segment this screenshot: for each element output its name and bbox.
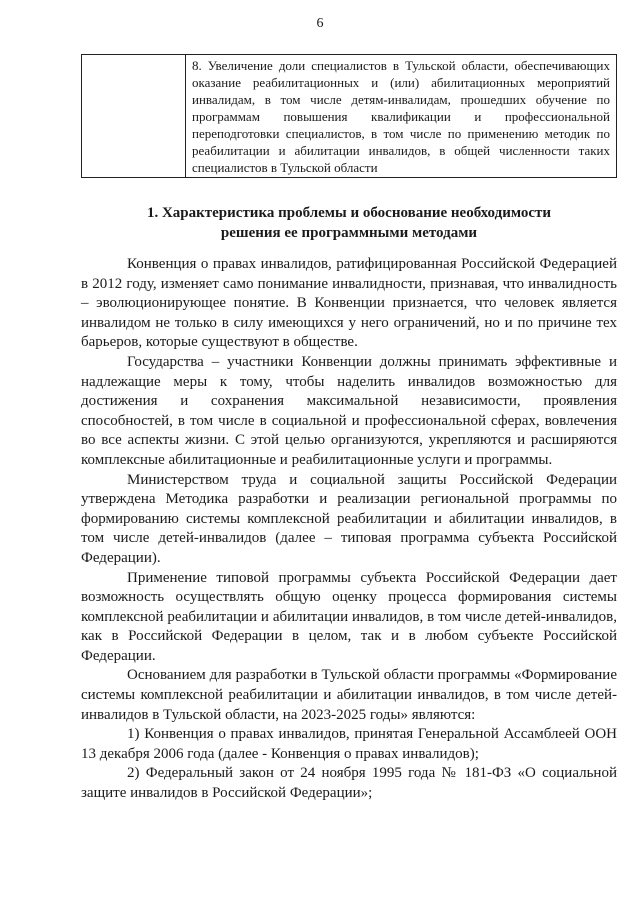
paragraph-list-item-2: 2) Федеральный закон от 24 ноября 1995 года № 181-ФЗ «О социальной защите инвалидов в Российской Федерации»; xyxy=(81,765,617,802)
section-heading-line-2: решения ее программными методами xyxy=(220,225,478,241)
paragraph-grounds: Основанием для разработки в Тульской области программы «Формирование системы комплексной реабилитации и абилитации инвалидов, в том числе детей-инвалидов в Тульской области, на 2023-2025 годы» являются: xyxy=(81,667,617,723)
paragraph-typical-program: Применение типовой программы субъекта Российской Федерации дает возможность осуществлять общую оценку процесса формирования системы комплексной реабилитации и абилитации инвалидов, в том числе детей-инвалидов, как в Российской Федерации в целом, так и в любом субъекте Российской Федерации. xyxy=(81,569,617,664)
indicator-text-cell: 8. Увеличение доли специалистов в Тульской области, обеспечивающих оказание реабилитационных и (или) абилитационных мероприятий инвалидам, в том числе детям-инвалидам, прошедших обучение по программам повышения квалификации и профессиональной переподготовки специалистов, в том числе по применению методик по реабилитации и абилитации инвалидов, в общей численности таких специалистов в Тульской области xyxy=(186,55,617,178)
page-number: 6 xyxy=(316,16,324,31)
body-text xyxy=(81,255,617,804)
section-heading xyxy=(81,203,617,243)
table-cell-empty xyxy=(82,55,186,178)
section-heading-line-1: 1. Характеристика проблемы и обоснование необходимости xyxy=(146,205,552,221)
paragraph-ministry-methodology: Министерством труда и социальной защиты Российской Федерации утверждена Методика разработки и реализации региональной программы по формированию системы комплексной реабилитации и абилитации инвалидов, в том числе детей-инвалидов (далее – типовая программа субъекта Российской Федерации). xyxy=(81,471,617,566)
table-row xyxy=(82,55,617,178)
indicator-table xyxy=(81,54,617,178)
paragraph-convention: Конвенция о правах инвалидов, ратифицированная Российской Федерацией в 2012 году, изменяет само понимание инвалидности, признавая, что инвалидность – эволюционирующее понятие. В Конвенции признается, что человек является инвалидом не только в силу имеющихся у него ограничений, но и по причине тех барьеров, которые существуют в обществе. xyxy=(81,256,617,351)
paragraph-list-item-1: 1) Конвенция о правах инвалидов, принятая Генеральной Ассамблеей ООН 13 декабря 2006 года (далее - Конвенция о правах инвалидов); xyxy=(81,726,617,762)
paragraph-states-parties: Государства – участники Конвенции должны принимать эффективные и надлежащие меры к тому, чтобы наделить инвалидов возможностью для достижения и сохранения максимальной независимости, проявления способностей, в том числе в социальной и профессиональной сферах, вовлечения во все аспекты жизни. С этой целью организуются, укрепляются и расширяются комплексные абилитационные и реабилитационные услуги и программы. xyxy=(81,353,617,468)
